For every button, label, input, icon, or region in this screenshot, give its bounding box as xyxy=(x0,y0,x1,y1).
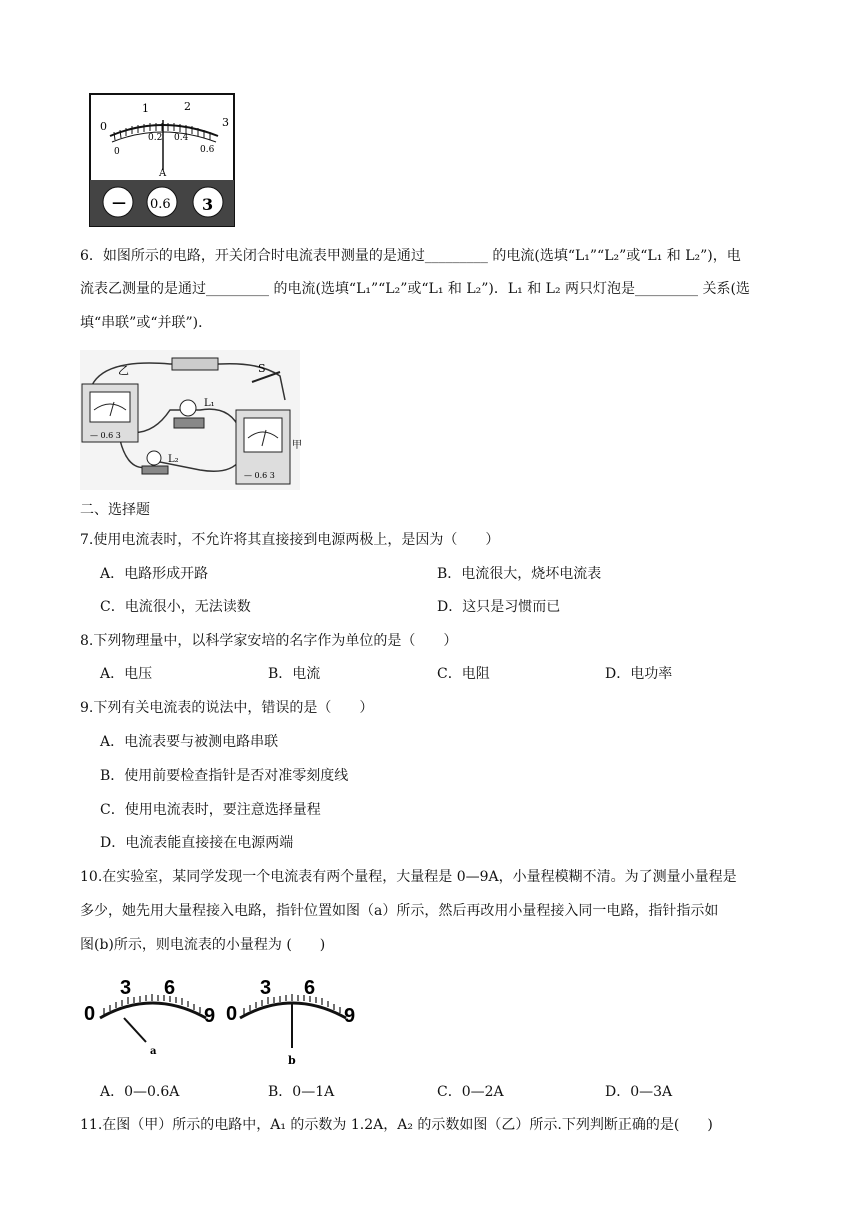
scale-top-3: 3 xyxy=(222,116,229,129)
terminal-06: 0.6 xyxy=(150,197,171,212)
q9-option-c[interactable]: C．使用电流表时，要注意选择量程 xyxy=(100,802,321,818)
q10-line-3: 图(b)所示，则电流表的小量程为 ( ) xyxy=(80,937,326,953)
dial-b-9: 9 xyxy=(344,1005,356,1027)
q8-stem: 8.下列物理量中，以科学家安培的名字作为单位的是（ ） xyxy=(80,633,458,649)
dial-a-label: a xyxy=(150,1046,157,1057)
dial-a xyxy=(84,977,215,1057)
dial-b-6: 6 xyxy=(304,977,316,999)
q9-stem: 9.下列有关电流表的说法中，错误的是（ ） xyxy=(80,700,374,716)
dial-a-6: 6 xyxy=(164,977,176,999)
q10-line-2: 多少，她先用大量程接入电路，指针位置如图（a）所示，然后再改用小量程接入同一电路，指针指示如 xyxy=(80,903,719,919)
dial-a-9: 9 xyxy=(204,1005,216,1027)
label-l2: L₂ xyxy=(168,454,179,465)
q11-stem: 11.在图（甲）所示的电路中，A₁ 的示数为 1.2A，A₂ 的示数如图（乙）所示.下列判断正确的是( ) xyxy=(80,1117,713,1133)
label-l1: L₁ xyxy=(204,398,215,409)
q10-option-c[interactable]: C．0—2A xyxy=(437,1084,504,1100)
scale-bottom-06: 0.6 xyxy=(200,145,215,155)
q7-option-b[interactable]: B．电流很大，烧坏电流表 xyxy=(437,566,602,582)
label-yi: 乙 xyxy=(118,364,129,377)
scale-top-2: 2 xyxy=(184,100,191,113)
scale-top-1: 1 xyxy=(142,102,149,115)
q10-option-b[interactable]: B．0—1A xyxy=(268,1084,335,1100)
terminal-3: 3 xyxy=(202,195,214,214)
scale-top-0: 0 xyxy=(100,120,107,133)
q8-option-c[interactable]: C．电阻 xyxy=(437,666,490,682)
q10-line-1: 10.在实验室，某同学发现一个电流表有两个量程，大量程是 0—9A，小量程模糊不清。为了测量小量程是 xyxy=(80,869,737,885)
dial-a-0: 0 xyxy=(84,1003,96,1025)
q9-option-b[interactable]: B．使用前要检查指针是否对准零刻度线 xyxy=(100,768,349,784)
q6-line-3: 填“串联”或“并联”)． xyxy=(80,315,213,331)
scale-bottom-0: 0 xyxy=(114,147,120,157)
dial-figure xyxy=(80,978,370,1070)
q6-line-2: 流表乙测量的是通过_________ 的电流(选填“L₁”“L₂”或“L₁ 和 L₂”)．L₁ 和 L₂ 两只灯泡是_________ 关系(选 xyxy=(80,281,750,297)
unit-label: A xyxy=(159,168,167,179)
dial-b-label: b xyxy=(288,1054,296,1067)
dial-a-3: 3 xyxy=(120,977,132,999)
label-s: S xyxy=(258,362,266,375)
circuit-terminal-text-1: — 0.6 3 xyxy=(90,431,121,440)
dial-b xyxy=(226,977,355,1067)
q9-option-a[interactable]: A．电流表要与被测电路串联 xyxy=(100,734,279,750)
dial-b-0: 0 xyxy=(226,1003,238,1025)
q7-option-d[interactable]: D．这只是习惯而已 xyxy=(437,599,561,615)
q10-option-d[interactable]: D．0—3A xyxy=(605,1084,673,1100)
label-jia: 甲 xyxy=(292,440,302,451)
q8-option-d[interactable]: D．电功率 xyxy=(605,666,673,682)
dial-a-needle xyxy=(124,1018,146,1042)
q8-option-a[interactable]: A．电压 xyxy=(100,666,153,682)
q8-option-b[interactable]: B．电流 xyxy=(268,666,321,682)
scale-bottom-04: 0.4 xyxy=(174,133,189,143)
q7-option-a[interactable]: A．电路形成开路 xyxy=(100,566,209,582)
section-title: 二、选择题 xyxy=(80,502,150,518)
circuit-figure xyxy=(80,350,300,490)
q6-line-1: 6．如图所示的电路，开关闭合时电流表甲测量的是通过_________ 的电流(选填“L₁”“L₂”或“L₁ 和 L₂”)，电 xyxy=(80,248,741,264)
terminal-minus: — xyxy=(112,195,126,211)
dial-b-3: 3 xyxy=(260,977,272,999)
ammeter-figure xyxy=(88,92,238,228)
q7-stem: 7.使用电流表时，不允许将其直接接到电源两极上，是因为（ ） xyxy=(80,532,500,548)
circuit-terminal-text-2: — 0.6 3 xyxy=(244,471,275,480)
q9-option-d[interactable]: D．电流表能直接接在电源两端 xyxy=(100,835,294,851)
q7-option-c[interactable]: C．电流很小，无法读数 xyxy=(100,599,251,615)
q10-option-a[interactable]: A．0—0.6A xyxy=(100,1084,180,1100)
scale-bottom-02: 0.2 xyxy=(148,133,163,143)
